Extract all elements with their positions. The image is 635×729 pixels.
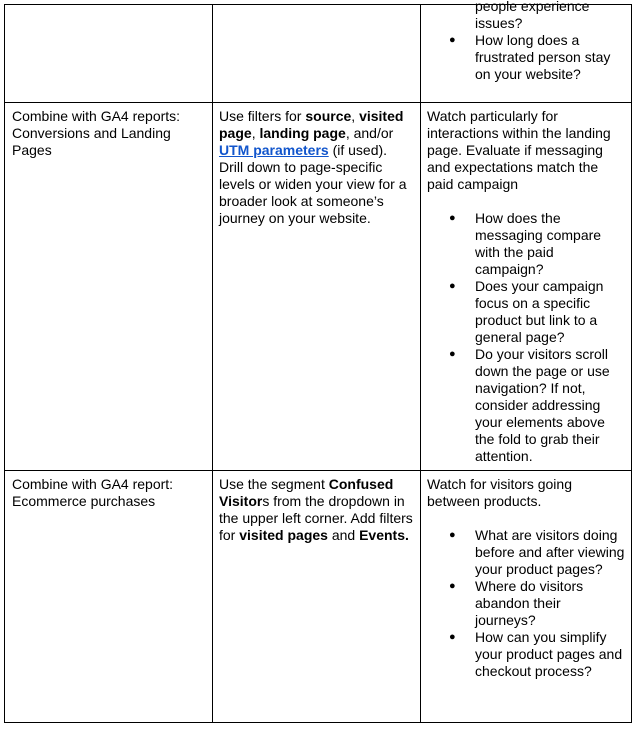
- list-item: [427, 278, 625, 346]
- table-row: [5, 5, 632, 103]
- table-cell: [421, 0, 632, 103]
- list-item: [427, 32, 625, 83]
- list-item-text: Do your visitors scroll down the page or use navigation? If not, consider addressing your elements above the fold to grab their attention.: [475, 346, 610, 464]
- list-item: [427, 527, 625, 578]
- cell-text: s from the dropdown in the upper left corner. Add filters for: [219, 493, 413, 543]
- cell-text: , and/or: [345, 125, 394, 141]
- list-item-text: Where do visitors abandon their journeys?: [475, 578, 584, 628]
- cell-intro-text: Watch particularly for interactions within the landing page. Evaluate if messaging and expectations match the paid campaign: [427, 108, 611, 192]
- bullet-list: [427, 210, 625, 465]
- list-item: [427, 578, 625, 629]
- bold-term: source: [305, 108, 352, 124]
- list-item-text: How does the messaging compare with the paid campaign?: [475, 210, 602, 277]
- table-cell: [5, 103, 213, 471]
- list-item-text: What are visitors doing before and after viewing your product pages?: [475, 527, 625, 577]
- list-item-text: Does your campaign focus on a specific product but link to a general page?: [475, 278, 604, 345]
- list-item: [427, 0, 625, 32]
- cell-text: Combine with GA4 reports: Conversions and Landing Pages: [12, 108, 181, 158]
- cell-text: Use the segment: [219, 476, 329, 492]
- list-item: [427, 346, 625, 465]
- table-cell: [213, 103, 421, 471]
- cell-text: Use filters for: [219, 108, 306, 124]
- table-cell: [421, 103, 632, 471]
- list-item: [427, 210, 625, 278]
- cell-text: (if used). Drill down to page-specific levels or widen your view for a broader look at someone’s journey on your website.: [219, 142, 407, 226]
- cell-text: and: [327, 527, 360, 543]
- cell-text: ,: [351, 108, 360, 124]
- table-row: [5, 471, 632, 723]
- table-cell: [213, 471, 421, 723]
- table-cell: [5, 471, 213, 723]
- utm-parameters-link[interactable]: UTM parameters: [219, 142, 329, 158]
- bullet-list: [427, 527, 625, 680]
- table-cell: [5, 5, 213, 103]
- bold-term: visited page: [219, 108, 404, 141]
- bold-term: landing page: [259, 125, 346, 141]
- guidance-table: [4, 0, 632, 723]
- table-cell: [421, 471, 632, 723]
- list-item-text: How can you simplify your product pages and checkout process?: [475, 629, 623, 679]
- cell-text: ,: [251, 125, 260, 141]
- table-cell: [213, 5, 421, 103]
- list-item-text: people experience issues?: [475, 0, 590, 31]
- cell-intro-text: Watch for visitors going between products.: [427, 476, 572, 509]
- table-row: [5, 103, 632, 471]
- bold-term: Confused Visitor: [219, 476, 394, 509]
- bold-term: visited pages: [239, 527, 328, 543]
- bullet-list: [427, 0, 625, 83]
- list-item: [427, 629, 625, 680]
- bold-term: Events.: [359, 527, 409, 543]
- list-item-text: How long does a frustrated person stay on your website?: [475, 32, 611, 82]
- cell-text: Combine with GA4 report: Ecommerce purchases: [12, 476, 174, 509]
